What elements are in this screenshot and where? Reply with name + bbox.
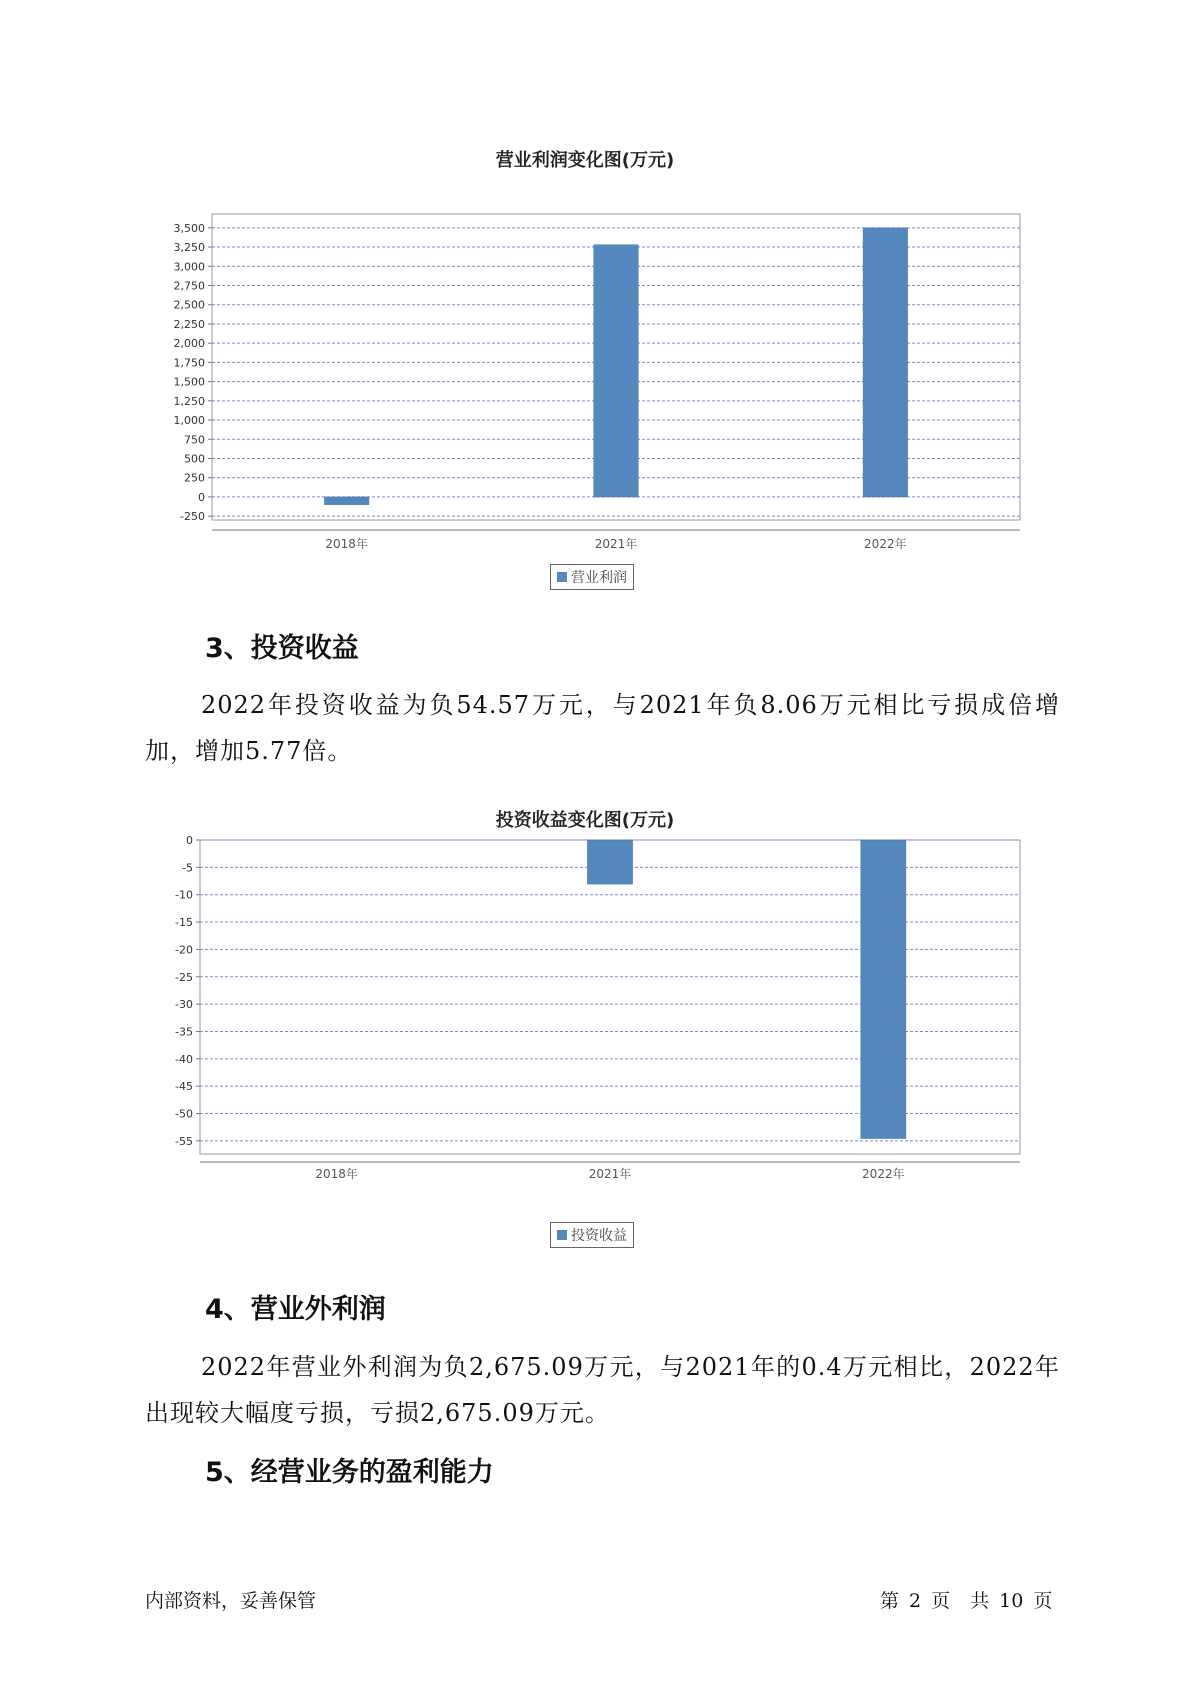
y-tick-label: -35 <box>175 1025 193 1039</box>
x-category-label: 2018年 <box>325 537 368 551</box>
x-category-label: 2022年 <box>864 537 907 551</box>
y-tick-label: 3,250 <box>173 241 205 255</box>
bar-2021年 <box>587 840 632 884</box>
y-tick-label: 1,000 <box>173 414 205 428</box>
paragraph-investment-income: 2022年投资收益为负54.57万元，与2021年负8.06万元相比亏损成倍增加，增加5.77倍。 <box>145 691 1060 765</box>
y-tick-label: 1,750 <box>173 356 205 370</box>
y-tick-label: -50 <box>175 1107 193 1121</box>
bar-2022年 <box>861 840 906 1139</box>
operating-profit-chart <box>150 140 1020 600</box>
y-tick-label: -25 <box>175 970 193 984</box>
bar-2022年 <box>863 228 907 497</box>
chart-legend <box>550 564 634 590</box>
bar-2021年 <box>594 245 638 497</box>
x-category-label: 2021年 <box>588 1167 632 1181</box>
y-tick-label: 2,500 <box>173 298 205 312</box>
chart-title: 营业利润变化图(万元) <box>495 150 675 171</box>
chart-plot <box>150 180 1020 580</box>
page-unit: 页 <box>931 1590 951 1612</box>
footer-page-indicator <box>880 1586 1052 1613</box>
y-tick-label: -55 <box>175 1134 193 1148</box>
y-tick-label: -10 <box>175 888 193 902</box>
y-tick-label: -20 <box>175 943 193 957</box>
y-tick-label: 0 <box>186 834 193 847</box>
bar-2018年 <box>324 497 368 505</box>
legend-label: 投资收益 <box>571 1228 627 1244</box>
y-tick-label: -30 <box>175 998 193 1012</box>
y-tick-label: 3,500 <box>173 221 205 235</box>
investment-income-chart <box>150 800 1020 1260</box>
x-category-label: 2018年 <box>315 1167 358 1181</box>
chart-title: 投资收益变化图(万元) <box>495 810 675 831</box>
y-tick-label: 2,000 <box>173 337 205 351</box>
total-pages: 10 <box>999 1590 1024 1612</box>
section-heading-operating-profitability: 5、经营业务的盈利能力 <box>205 1457 494 1488</box>
y-tick-label: 500 <box>184 452 205 466</box>
paragraph-non-operating-profit: 2022年营业外利润为负2,675.09万元，与2021年的0.4万元相比，2022年出现较大幅度亏损，亏损2,675.09万元。 <box>145 1353 1060 1427</box>
x-category-label: 2022年 <box>862 1167 905 1181</box>
total-unit: 页 <box>1033 1590 1053 1612</box>
legend-label: 营业利润 <box>571 570 627 586</box>
y-tick-label: 2,250 <box>173 317 205 331</box>
section-heading-non-operating-profit: 4、营业外利润 <box>205 1294 386 1325</box>
y-tick-label: -45 <box>175 1080 193 1094</box>
legend-swatch <box>557 1230 567 1240</box>
y-tick-label: 250 <box>184 471 205 485</box>
y-tick-label: -5 <box>182 861 193 875</box>
footer-confidential-note: 内部资料，妥善保管 <box>145 1590 317 1612</box>
y-tick-label: 2,750 <box>173 279 205 293</box>
page-number: 2 <box>909 1590 922 1612</box>
y-tick-label: -15 <box>175 916 193 930</box>
y-tick-label: 1,250 <box>173 394 205 408</box>
legend-swatch <box>557 572 567 582</box>
y-tick-label: 0 <box>198 490 205 504</box>
y-tick-label: -250 <box>180 510 205 524</box>
y-tick-label: 3,000 <box>173 260 205 274</box>
y-tick-label: 1,500 <box>173 375 205 389</box>
y-tick-label: 750 <box>184 433 205 447</box>
chart-legend <box>550 1222 634 1248</box>
section-heading-investment-income: 3、投资收益 <box>205 633 359 664</box>
total-prefix: 共 <box>970 1590 990 1612</box>
x-category-label: 2021年 <box>594 537 638 551</box>
page-prefix: 第 <box>880 1590 900 1612</box>
y-tick-label: -40 <box>175 1052 193 1066</box>
chart-plot <box>150 834 1020 1240</box>
